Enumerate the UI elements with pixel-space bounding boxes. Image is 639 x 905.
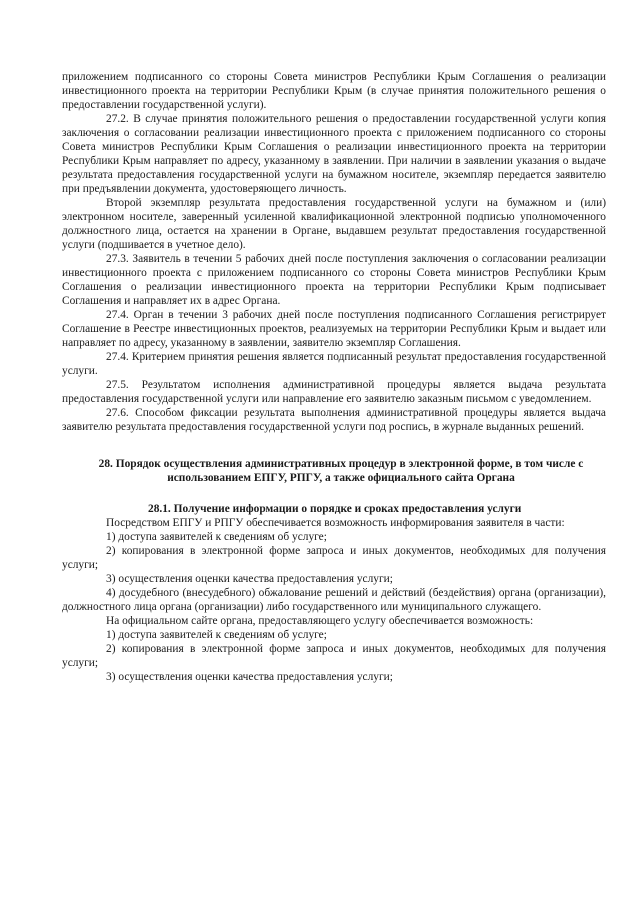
subsection-heading-28-1: 28.1. Получение информации о порядке и сроках предоставления услуги — [148, 503, 522, 515]
paragraph-27-6: 27.6. Способом фиксации результата выполнения административной процедуры является выдача заявителю результата предоставления государственной услуги под роспись, в журнале выданных решений. — [62, 407, 606, 433]
paragraph-27-3: 27.3. Заявитель в течении 5 рабочих дней после поступления заключения о согласовании реализации инвестиционного проекта с приложением подписанного со стороны Совета министров Республики Крым Соглашения о реализации инвестиционного проекта на территории Республики Крым подписывает Соглашения и направляет их в адрес Органа. — [62, 253, 606, 307]
paragraph-epgu-intro: Посредством ЕПГУ и РПГУ обеспечивается возможность информирования заявителя в части: — [106, 517, 565, 529]
paragraph-27-4-registration: 27.4. Орган в течении 3 рабочих дней после поступления подписанного Соглашения регистрирует Соглашение в Реестре инвестиционных проектов, реализуемых на территории Республики Крым и выдает или направляет по адресу, указанному в заявлении, заявителю экземпляр Соглашения. — [62, 309, 606, 349]
paragraph-27-2: 27.2. В случае принятия положительного решения о предоставлении государственной услуги копия заключения о согласовании реализации инвестиционного проекта с приложением подписанного со стороны Совета министров Республики Крым Соглашения о реализации инвестиционного проекта на территории Республики Крым направляет по адресу, указанному в заявлении. При наличии в заявлении указания о выдаче результата предоставления государственной услуги на бумажном носителе, экземпляр передается заявителю при предъявлении документа, удостоверяющего личность. — [62, 113, 606, 195]
paragraph-second-copy: Второй экземпляр результата предоставления государственной услуги на бумажном и (или) электронном носителе, заверенный усиленной квалификационной электронной подписью уполномоченного должностного лица, остается на хранении в Органе, выдавшем результат предоставления государственной услуги (подшивается в учетное дело). — [62, 197, 606, 251]
list-item-epgu-2: 2) копирования в электронной форме запроса и иных документов, необходимых для получения услуги; — [62, 545, 606, 571]
list-item-epgu-4: 4) досудебного (внесудебного) обжалование решений и действий (бездействия) органа (организации), должностного лица органа (организации) либо государственного или муниципального служащего. — [62, 587, 606, 613]
list-item-site-1: 1) доступа заявителей к сведениям об услуге; — [106, 629, 327, 641]
list-item-epgu-1: 1) доступа заявителей к сведениям об услуге; — [106, 531, 327, 543]
paragraph-continuation: приложением подписанного со стороны Совета министров Республики Крым Соглашения о реализации инвестиционного проекта на территории Республики Крым (в случае принятия положительного решения о предоставлении государственной услуги). — [62, 71, 606, 111]
paragraph-site-intro: На официальном сайте органа, предоставляющего услугу обеспечивается возможность: — [106, 615, 534, 627]
list-item-site-2: 2) копирования в электронной форме запроса и иных документов, необходимых для получения услуги; — [62, 643, 606, 669]
paragraph-27-5: 27.5. Результатом исполнения административной процедуры является выдача результата предоставления государственной услуги или направление его заявителю заказным письмом с уведомлением. — [62, 379, 606, 405]
section-heading-28: 28. Порядок осуществления административных процедур в электронной форме, в том числе с использованием ЕПГУ, РПГУ, а также официального сайта Органа — [98, 458, 584, 484]
list-item-epgu-3: 3) осуществления оценки качества предоставления услуги; — [106, 573, 393, 585]
list-item-site-3: 3) осуществления оценки качества предоставления услуги; — [106, 671, 393, 683]
paragraph-27-4-criterion: 27.4. Критерием принятия решения является подписанный результат предоставления государственной услуги. — [62, 351, 606, 377]
